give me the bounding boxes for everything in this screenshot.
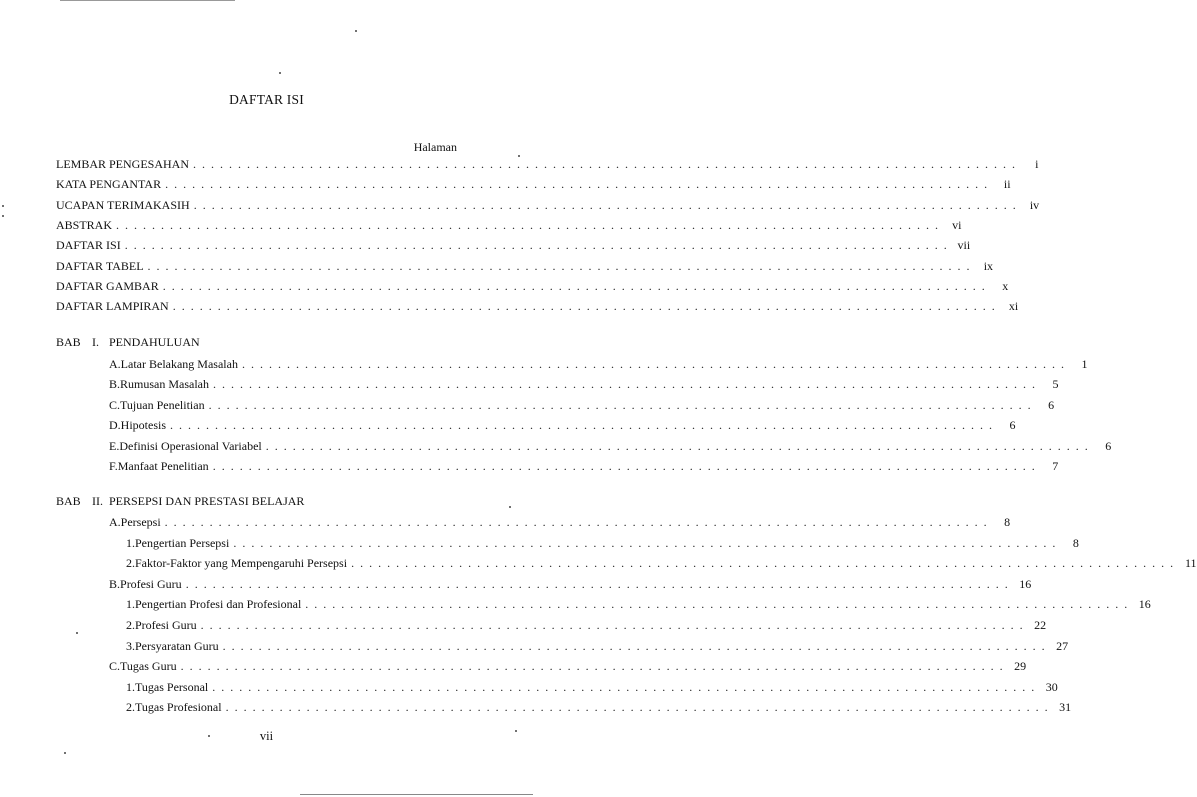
toc-entry-page: 16 [1019,576,1032,591]
dot-leader: . . . . . . . . . . . . . . . . . . . . . . . . . . . . . . . . . . . . . . . . . . . . . . . . . . . . . . . . . . . . . . . . . . . . . . . . . . . . . . . . . . . . . . . . . . . . [225,700,1050,715]
toc-entry-prefix: 1. [126,597,135,612]
toc-entry-section [109,658,1027,674]
toc-entry-section [109,438,1112,454]
toc-entry-label: Definisi Operasional Variabel [119,438,262,453]
toc-entry-page: 29 [1014,659,1027,674]
toc-entry-label: Profesi Guru [120,576,182,591]
dot-leader: . . . . . . . . . . . . . . . . . . . . . . . . . . . . . . . . . . . . . . . . . . . . . . . . . . . . . . . . . . . . . . . . . . . . . . . . . . . . . . . . . . . . . . . . . . . . [241,357,1066,371]
toc-entry-section [109,458,1059,474]
toc-entry-page: 1 [1081,357,1088,371]
toc-entry-front-matter [56,278,1009,294]
toc-entry-page: 30 [1045,679,1058,694]
toc-entry-subsection [126,596,1151,612]
toc-entry-page: 8 [1072,535,1079,550]
toc-entry-subsection [126,535,1079,551]
dot-leader: . . . . . . . . . . . . . . . . . . . . . . . . . . . . . . . . . . . . . . . . . . . . . . . . . . . . . . . . . . . . . . . . . . . . . . . . . . . . . . . . . . . . . . . . . . . . [265,438,1090,453]
toc-entry-prefix: B. [109,576,121,591]
toc-entry-page: xi [1008,299,1019,314]
toc-entry-label: DAFTAR ISI [56,238,121,253]
toc-entry-label: Profesi Guru [135,618,197,632]
toc-entry-prefix: A. [109,357,121,371]
toc-entry-front-matter [56,156,1039,172]
toc-entry-section [109,514,1011,530]
toc-entry-front-matter [56,197,1040,213]
toc-entry-label: Tugas Personal [135,679,209,694]
scan-speck [64,752,66,754]
dot-leader: . . . . . . . . . . . . . . . . . . . . . . . . . . . . . . . . . . . . . . . . . . . . . . . . . . . . . . . . . . . . . . . . . . . . . . . . . . . . . . . . . . . . . . . . . . . . [147,258,972,273]
toc-entry-label: UCAPAN TERIMAKASIH [56,197,190,212]
toc-entry-section [109,576,1032,592]
toc-entry-label: Hipotesis [120,418,167,433]
toc-entry-prefix: 2. [126,700,135,715]
toc-entry-subsection [126,699,1072,715]
toc-entry-page: vii [957,238,971,253]
toc-entry-label: Latar Belakang Masalah [120,357,238,371]
toc-entry-prefix: 1. [126,535,135,550]
toc-entry-page: 22 [1034,618,1047,632]
toc-entry-label: DAFTAR TABEL [56,258,144,273]
toc-entry-label: Tugas Guru [120,659,177,674]
dot-leader: . . . . . . . . . . . . . . . . . . . . . . . . . . . . . . . . . . . . . . . . . . . . . . . . . . . . . . . . . . . . . . . . . . . . . . . . . . . . . . . . . . . . . . . . . . . . [116,217,940,232]
dot-leader: . . . . . . . . . . . . . . . . . . . . . . . . . . . . . . . . . . . . . . . . . . . . . . . . . . . . . . . . . . . . . . . . . . . . . . . . . . . . . . . . . . . . . . . . . . . . [193,157,1017,171]
dot-leader: . . . . . . . . . . . . . . . . . . . . . . . . . . . . . . . . . . . . . . . . . . . . . . . . . . . . . . . . . . . . . . . . . . . . . . . . . . . . . . . . . . . . . . . . . . . . [212,679,1036,694]
chapter-number: II. [92,494,103,508]
toc-entry-page: x [1002,278,1009,293]
scan-speck [518,155,520,157]
toc-entry-label: DAFTAR GAMBAR [56,278,159,293]
toc-entry-label: ABSTRAK [56,217,113,232]
toc-entry-page: 16 [1138,597,1151,612]
toc-entry-prefix: F. [109,459,118,473]
scan-speck [279,72,281,74]
toc-entry-label: Rumusan Masalah [120,377,210,392]
dot-leader: . . . . . . . . . . . . . . . . . . . . . . . . . . . . . . . . . . . . . . . . . . . . . . . . . . . . . . . . . . . . . . . . . . . . . . . . . . . . . . . . . . . . . . . . . . . . [164,515,989,529]
toc-entry-front-matter [56,176,1011,192]
toc-entry-page: 7 [1052,459,1059,473]
page-number: vii [259,729,274,743]
dot-leader: . . . . . . . . . . . . . . . . . . . . . . . . . . . . . . . . . . . . . . . . . . . . . . . . . . . . . . . . . . . . . . . . . . . . . . . . . . . . . . . . . . . . . . . . . . . . [200,618,1025,632]
toc-entry-prefix: 2. [126,556,135,571]
toc-entry-prefix: 3. [126,638,135,653]
dot-leader: . . . . . . . . . . . . . . . . . . . . . . . . . . . . . . . . . . . . . . . . . . . . . . . . . . . . . . . . . . . . . . . . . . . . . . . . . . . . . . . . . . . . . . . . . . . . [170,418,994,433]
dot-leader: . . . . . . . . . . . . . . . . . . . . . . . . . . . . . . . . . . . . . . . . . . . . . . . . . . . . . . . . . . . . . . . . . . . . . . . . . . . . . . . . . . . . . . . . . . . . [165,177,989,192]
chapter-number: I. [92,335,99,349]
toc-entry-page: ii [1003,177,1011,192]
toc-entry-section [109,397,1055,413]
toc-entry-page: iv [1029,197,1040,212]
toc-entry-prefix: 2. [126,618,135,632]
toc-entry-section [109,376,1059,392]
toc-entry-label: Pengertian Profesi dan Profesional [135,597,302,612]
toc-entry-page: 6 [1009,418,1016,433]
toc-entry-prefix: 1. [126,679,135,694]
dot-leader: . . . . . . . . . . . . . . . . . . . . . . . . . . . . . . . . . . . . . . . . . . . . . . . . . . . . . . . . . . . . . . . . . . . . . . . . . . . . . . . . . . . . . . . . . . . . [305,597,1129,612]
toc-entry-prefix: C. [109,659,121,674]
chapter-label: BAB [56,335,81,349]
toc-entry-prefix: D. [109,418,121,433]
dot-leader: . . . . . . . . . . . . . . . . . . . . . . . . . . . . . . . . . . . . . . . . . . . . . . . . . . . . . . . . . . . . . . . . . . . . . . . . . . . . . . . . . . . . . . . . . . . . [213,377,1037,392]
toc-entry-prefix: C. [109,397,121,412]
toc-entry-label: Faktor-Faktor yang Mempengaruhi Persepsi [135,556,348,571]
toc-entry-front-matter [56,237,971,253]
toc-entry-page: 8 [1004,515,1011,529]
dot-leader: . . . . . . . . . . . . . . . . . . . . . . . . . . . . . . . . . . . . . . . . . . . . . . . . . . . . . . . . . . . . . . . . . . . . . . . . . . . . . . . . . . . . . . . . . . . . [193,197,1018,212]
page-title: DAFTAR ISI [229,92,304,107]
scan-speck [2,205,4,207]
toc-entry-subsection [126,617,1047,633]
scan-speck [76,632,78,634]
toc-entry-label: Manfaat Penelitian [117,459,209,473]
dot-leader: . . . . . . . . . . . . . . . . . . . . . . . . . . . . . . . . . . . . . . . . . . . . . . . . . . . . . . . . . . . . . . . . . . . . . . . . . . . . . . . . . . . . . . . . . . . . [172,299,997,314]
dot-leader: . . . . . . . . . . . . . . . . . . . . . . . . . . . . . . . . . . . . . . . . . . . . . . . . . . . . . . . . . . . . . . . . . . . . . . . . . . . . . . . . . . . . . . . . . . . . [222,638,1047,653]
toc-entry-page: 11 [1185,556,1197,571]
scan-speck [509,506,511,508]
dot-leader: . . . . . . . . . . . . . . . . . . . . . . . . . . . . . . . . . . . . . . . . . . . . . . . . . . . . . . . . . . . . . . . . . . . . . . . . . . . . . . . . . . . . . . . . . . . . [185,576,1010,591]
toc-entry-subsection [126,555,1197,571]
toc-entry-page: 31 [1059,700,1072,715]
chapter-title: PERSEPSI DAN PRESTASI BELAJAR [109,494,305,508]
toc-entry-front-matter [56,217,962,233]
toc-entry-subsection [126,638,1069,654]
dot-leader: . . . . . . . . . . . . . . . . . . . . . . . . . . . . . . . . . . . . . . . . . . . . . . . . . . . . . . . . . . . . . . . . . . . . . . . . . . . . . . . . . . . . . . . . . . . . [162,278,987,293]
toc-entry-subsection [126,679,1058,695]
toc-entry-label: Pengertian Persepsi [135,535,230,550]
scan-speck [355,30,357,32]
toc-entry-label: Persepsi [120,515,161,529]
toc-entry-prefix: B. [109,377,121,392]
dot-leader: . . . . . . . . . . . . . . . . . . . . . . . . . . . . . . . . . . . . . . . . . . . . . . . . . . . . . . . . . . . . . . . . . . . . . . . . . . . . . . . . . . . . . . . . . . . . [351,556,1175,571]
chapter-heading [0,334,533,350]
chapter-title: PENDAHULUAN [109,335,200,349]
toc-entry-page: ix [983,258,994,273]
dot-leader: . . . . . . . . . . . . . . . . . . . . . . . . . . . . . . . . . . . . . . . . . . . . . . . . . . . . . . . . . . . . . . . . . . . . . . . . . . . . . . . . . . . . . . . . . . . . [233,535,1057,550]
page-column-header: Halaman [413,140,457,154]
toc-entry-label: LEMBAR PENGESAHAN [56,157,190,171]
toc-entry-page: 27 [1056,638,1069,653]
toc-entry-label: DAFTAR LAMPIRAN [56,299,169,314]
toc-entry-section [109,417,1016,433]
toc-entry-section [109,356,1088,372]
scan-edge-line [300,794,533,795]
toc-entry-front-matter [56,298,1019,314]
dot-leader: . . . . . . . . . . . . . . . . . . . . . . . . . . . . . . . . . . . . . . . . . . . . . . . . . . . . . . . . . . . . . . . . . . . . . . . . . . . . . . . . . . . . . . . . . . . . [124,238,949,253]
toc-entry-prefix: E. [109,438,120,453]
toc-entry-label: Tugas Profesional [135,700,222,715]
toc-entry-label: Persyaratan Guru [135,638,219,653]
toc-entry-page: 5 [1052,377,1059,392]
dot-leader: . . . . . . . . . . . . . . . . . . . . . . . . . . . . . . . . . . . . . . . . . . . . . . . . . . . . . . . . . . . . . . . . . . . . . . . . . . . . . . . . . . . . . . . . . . . . [180,659,1005,674]
toc-entry-page: vi [952,217,962,232]
dot-leader: . . . . . . . . . . . . . . . . . . . . . . . . . . . . . . . . . . . . . . . . . . . . . . . . . . . . . . . . . . . . . . . . . . . . . . . . . . . . . . . . . . . . . . . . . . . . [208,397,1033,412]
dot-leader: . . . . . . . . . . . . . . . . . . . . . . . . . . . . . . . . . . . . . . . . . . . . . . . . . . . . . . . . . . . . . . . . . . . . . . . . . . . . . . . . . . . . . . . . . . . . [212,459,1037,473]
chapter-heading [0,493,533,509]
toc-entry-front-matter [56,258,994,274]
toc-entry-prefix: A. [109,515,121,529]
chapter-label: BAB [56,494,81,508]
scan-speck [515,730,517,732]
toc-entry-page: i [1035,157,1039,171]
toc-entry-page: 6 [1048,397,1055,412]
toc-entry-page: 6 [1105,438,1112,453]
toc-entry-label: KATA PENGANTAR [56,177,162,192]
scan-edge-line [60,0,235,1]
scan-speck [208,735,210,737]
toc-entry-label: Tujuan Penelitian [120,397,205,412]
scan-speck [2,215,4,217]
